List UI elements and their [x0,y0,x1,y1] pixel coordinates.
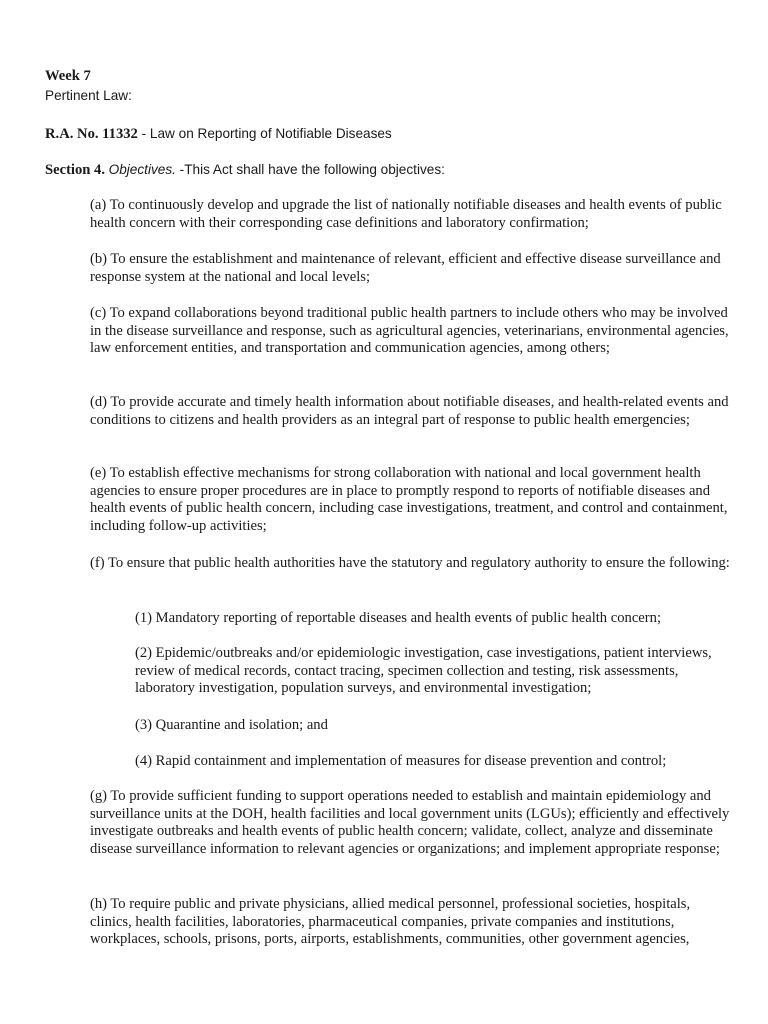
objective-c: (c) To expand collaborations beyond traditional public health partners to include others who may be involved in the disease surveillance and response, such as agricultural agencies, veterinarians, environmental agencies, law enforcement entities, and transportation and communication agencies, among others; [90,305,729,357]
objective-h: (h) To require public and private physicians, allied medical personnel, professional societies, hospitals, clinics, health facilities, laboratories, pharmaceutical companies, private companies and institutions, workplaces, schools, prisons, ports, airports, establishments, communities, other government agencies, [90,896,691,948]
section-intro: -This Act shall have the following objectives: [175,162,445,177]
section-title: Objectives. [108,162,176,177]
objective-f2: (2) Epidemic/outbreaks and/or epidemiologic investigation, case investigations, patient interviews, review of medical records, contact tracing, specimen collection and testing, risk assessments, laboratory investigation, population surveys, and environmental investigation; [135,645,712,697]
pertinent-law-label: Pertinent Law: [45,88,132,103]
section-label: Section 4. [45,162,105,178]
objective-f1: (1) Mandatory reporting of reportable diseases and health events of public health concern; [135,610,661,626]
objective-a: (a) To continuously develop and upgrade the list of nationally notifiable diseases and health events of public health concern with their corresponding case definitions and laboratory confirmation; [90,197,722,231]
objective-b: (b) To ensure the establishment and maintenance of relevant, efficient and effective disease surveillance and response system at the national and local levels; [90,251,721,285]
section-heading [45,161,735,180]
law-title [45,125,735,144]
law-name: - Law on Reporting of Notifiable Diseases [137,126,392,141]
objective-f4: (4) Rapid containment and implementation of measures for disease prevention and control; [135,753,667,769]
objective-g: (g) To provide sufficient funding to support operations needed to establish and maintain epidemiology and surveillance units at the DOH, health facilities and local government units (LGUs); efficiently and effectively investigate outbreaks and health events of public health concern; validate, collect, analyze and disseminate disease surveillance information to relevant agencies or organizations; and implement appropriate response; [90,788,730,857]
week-heading: Week 7 [45,68,91,84]
objective-f3: (3) Quarantine and isolation; and [135,717,328,733]
objective-f: (f) To ensure that public health authorities have the statutory and regulatory authority to ensure the following: [90,555,730,571]
law-number: R.A. No. 11332 [45,126,138,142]
objective-e: (e) To establish effective mechanisms for strong collaboration with national and local government health agencies to ensure proper procedures are in place to promptly respond to reports of notifiable diseases and health events of public health concern, including case investigations, treatment, and control and containment, including follow-up activities; [90,465,728,534]
objective-d: (d) To provide accurate and timely health information about notifiable diseases, and health-related events and conditions to citizens and health providers as an integral part of response to public health emergencies; [90,394,729,428]
